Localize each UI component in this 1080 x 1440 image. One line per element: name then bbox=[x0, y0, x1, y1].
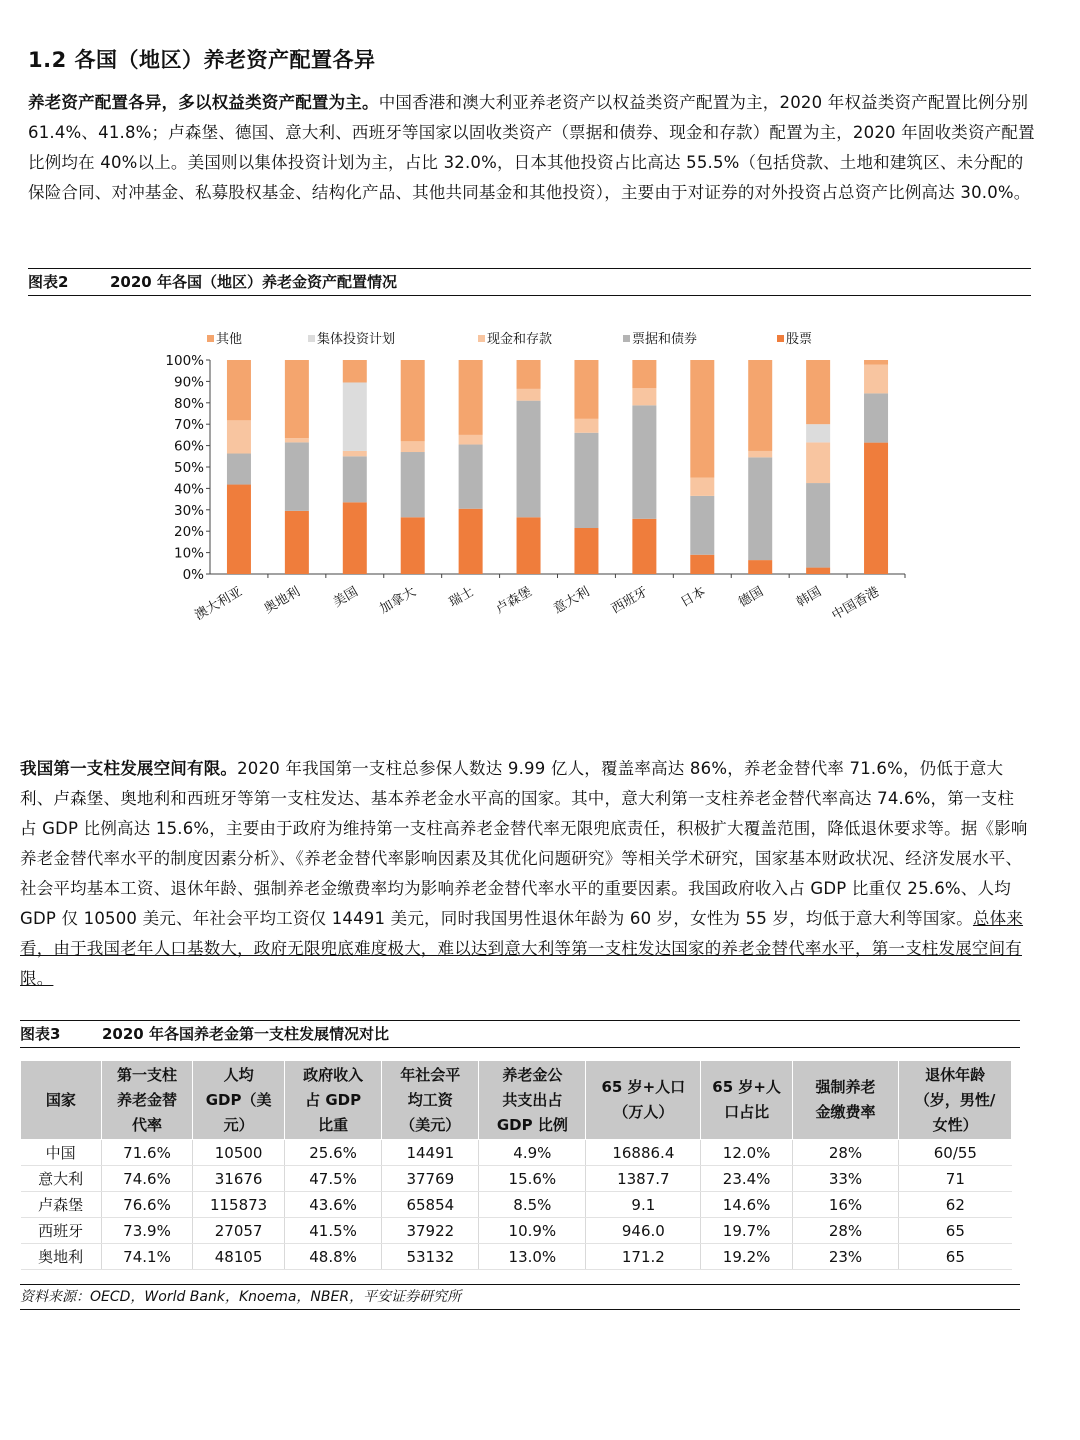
table-cell: 23.4% bbox=[701, 1166, 792, 1192]
y-tick-label: 50% bbox=[173, 460, 204, 476]
table-cell: 27057 bbox=[193, 1218, 285, 1244]
table-header-cell: 国家 bbox=[21, 1061, 102, 1140]
table-cell: 31676 bbox=[193, 1166, 285, 1192]
bar-segment bbox=[690, 496, 714, 555]
table-cell: 16% bbox=[792, 1192, 898, 1218]
legend-swatch bbox=[777, 335, 784, 342]
x-tick-label: 意大利 bbox=[551, 584, 593, 617]
table-cell: 65 bbox=[899, 1244, 1012, 1270]
y-tick-label: 80% bbox=[173, 395, 204, 412]
table-cell: 41.5% bbox=[284, 1218, 381, 1244]
table-cell: 74.6% bbox=[101, 1166, 192, 1192]
legend-label: 现金和存款 bbox=[487, 332, 553, 347]
bar-segment bbox=[690, 555, 714, 574]
table-header-cell: 年社会平 均工资 （美元） bbox=[382, 1061, 479, 1140]
table-header-cell: 第一支柱 养老金替 代率 bbox=[101, 1061, 192, 1140]
bar-segment bbox=[459, 435, 483, 445]
legend-swatch bbox=[623, 335, 630, 342]
bar-segment bbox=[632, 405, 656, 518]
y-tick-label: 70% bbox=[173, 417, 204, 434]
bar-segment bbox=[285, 511, 309, 574]
paragraph-lead: 养老资产配置各异，多以权益类资产配置为主。 bbox=[28, 93, 379, 112]
bar-segment bbox=[574, 433, 598, 528]
table-cell: 71 bbox=[899, 1166, 1012, 1192]
table-header-cell: 养老金公 共支出占 GDP 比例 bbox=[479, 1061, 586, 1140]
bar-segment bbox=[401, 360, 425, 441]
bar-segment bbox=[864, 360, 888, 364]
y-tick-label: 10% bbox=[173, 545, 204, 562]
table-header-cell: 65 岁+人 口占比 bbox=[701, 1061, 792, 1140]
bar-segment bbox=[343, 502, 367, 574]
bar-segment bbox=[517, 517, 541, 574]
bar-segment bbox=[343, 456, 367, 502]
bar-segment bbox=[285, 442, 309, 510]
table-row bbox=[21, 1192, 1012, 1218]
bar-segment bbox=[285, 360, 309, 438]
table-cell: 47.5% bbox=[284, 1166, 381, 1192]
table-cell: 23% bbox=[792, 1244, 898, 1270]
bar-segment bbox=[748, 457, 772, 560]
table-cell: 16886.4 bbox=[586, 1140, 701, 1166]
table-cell: 卢森堡 bbox=[21, 1192, 102, 1218]
table-cell: 946.0 bbox=[586, 1218, 701, 1244]
bar-segment bbox=[632, 519, 656, 574]
table-cell: 115873 bbox=[193, 1192, 285, 1218]
paragraph-lead: 我国第一支柱发展空间有限。 bbox=[20, 759, 238, 778]
bar-segment bbox=[401, 517, 425, 574]
bar-segment bbox=[690, 478, 714, 496]
table-cell: 西班牙 bbox=[21, 1218, 102, 1244]
bar-segment bbox=[343, 382, 367, 450]
table-cell: 意大利 bbox=[21, 1166, 102, 1192]
y-tick-label: 60% bbox=[173, 438, 204, 455]
table-cell: 10500 bbox=[193, 1140, 285, 1166]
bar-segment bbox=[343, 451, 367, 456]
legend-label: 集体投资计划 bbox=[317, 332, 396, 347]
x-tick-label: 中国香港 bbox=[829, 584, 883, 624]
table-cell: 中国 bbox=[21, 1140, 102, 1166]
bar-segment bbox=[517, 360, 541, 389]
table-cell: 25.6% bbox=[284, 1140, 381, 1166]
x-tick-label: 卢森堡 bbox=[493, 584, 535, 617]
paragraph-first-pillar bbox=[20, 754, 1030, 994]
legend-label: 股票 bbox=[786, 332, 813, 347]
bar-segment bbox=[227, 420, 251, 453]
table-cell: 48.8% bbox=[284, 1244, 381, 1270]
x-tick-label: 韩国 bbox=[794, 584, 825, 611]
bar-segment bbox=[459, 509, 483, 574]
bar-segment bbox=[864, 393, 888, 442]
source-note: 资料来源：OECD，World Bank，Knoema，NBER，平安证券研究所 bbox=[20, 1284, 1020, 1310]
y-tick-label: 40% bbox=[173, 481, 204, 498]
table-header-cell: 65 岁+人口 （万人） bbox=[586, 1061, 701, 1140]
table-cell: 65854 bbox=[382, 1192, 479, 1218]
table-cell: 奥地利 bbox=[21, 1244, 102, 1270]
x-tick-label: 美国 bbox=[330, 584, 361, 611]
table-cell: 60/55 bbox=[899, 1140, 1012, 1166]
table-cell: 76.6% bbox=[101, 1192, 192, 1218]
bar-segment bbox=[459, 445, 483, 509]
x-tick-label: 德国 bbox=[736, 584, 767, 611]
table-header-cell: 强制养老 金缴费率 bbox=[792, 1061, 898, 1140]
y-tick-label: 0% bbox=[182, 567, 204, 583]
table-header-cell: 退休年龄 （岁，男性/ 女性） bbox=[899, 1061, 1012, 1140]
bar-segment bbox=[227, 360, 251, 420]
x-tick-label: 瑞士 bbox=[446, 584, 477, 611]
table-cell: 62 bbox=[899, 1192, 1012, 1218]
figure3-number: 图表3 bbox=[20, 1025, 61, 1043]
bar-segment bbox=[517, 401, 541, 518]
bar-segment bbox=[343, 360, 367, 382]
table-cell: 73.9% bbox=[101, 1218, 192, 1244]
table-cell: 14491 bbox=[382, 1140, 479, 1166]
table-cell: 14.6% bbox=[701, 1192, 792, 1218]
bar-segment bbox=[864, 443, 888, 574]
table-cell: 43.6% bbox=[284, 1192, 381, 1218]
y-tick-label: 100% bbox=[165, 353, 204, 369]
bar-segment bbox=[806, 424, 830, 442]
table-cell: 15.6% bbox=[479, 1166, 586, 1192]
table-row bbox=[21, 1218, 1012, 1244]
bar-segment bbox=[285, 438, 309, 442]
bar-segment bbox=[574, 360, 598, 419]
bar-segment bbox=[748, 451, 772, 457]
paragraph-body: 中国香港和澳大利亚养老资产以权益类资产配置为主，2020 年权益类资产配置比例分别 61.4%、41.8%；卢森堡、德国、意大利、西班牙等国家以固收类资产（票据和债券、现金和存款）配置为主，2020 年固收类资产配置比例均在 40%以上。美国则以集体投资计划为主，占比 32.0%，日本其他投资占比高达 55.5%（包括贷款、土地和建筑区、未分配的保险合同、对冲基金、私募股权基金、结构化产品、其他共同基金和其他投资），主要由于对证券的对外投资占总资产比例高达 30.0%。 bbox=[28, 93, 1035, 202]
x-tick-label: 加拿大 bbox=[377, 584, 419, 617]
table-body bbox=[21, 1140, 1012, 1270]
table-cell: 4.9% bbox=[479, 1140, 586, 1166]
bar-segment bbox=[806, 360, 830, 424]
figure3-title: 2020 年各国养老金第一支柱发展情况对比 bbox=[102, 1025, 389, 1043]
table-cell: 28% bbox=[792, 1140, 898, 1166]
table-row bbox=[21, 1244, 1012, 1270]
y-tick-label: 30% bbox=[173, 502, 204, 519]
legend-label: 票据和债券 bbox=[632, 332, 698, 347]
y-tick-label: 90% bbox=[173, 374, 204, 391]
bar-segment bbox=[227, 485, 251, 574]
table-cell: 28% bbox=[792, 1218, 898, 1244]
bar-segment bbox=[574, 528, 598, 574]
y-tick-label: 20% bbox=[173, 524, 204, 541]
bar-segment bbox=[748, 560, 772, 574]
x-tick-label: 西班牙 bbox=[609, 584, 651, 617]
legend-label: 其他 bbox=[216, 332, 243, 347]
bar-segment bbox=[459, 360, 483, 435]
table-cell: 19.2% bbox=[701, 1244, 792, 1270]
figure3-caption bbox=[20, 1020, 1020, 1048]
legend-swatch bbox=[478, 335, 485, 342]
bar-segment bbox=[574, 419, 598, 433]
paragraph-conclusion: 总体来看，由于我国老年人口基数大，政府无限兜底难度极大，难以达到意大利等第一支柱发达国家的养老金替代率水平，第一支柱发展空间有限。 bbox=[20, 909, 1024, 988]
table-cell: 65 bbox=[899, 1218, 1012, 1244]
bar-segment bbox=[806, 442, 830, 483]
table-cell: 33% bbox=[792, 1166, 898, 1192]
paragraph-body: 2020 年我国第一支柱总参保人数达 9.99 亿人，覆盖率高达 86%，养老金替代率 71.6%，仍低于意大利、卢森堡、奥地利和西班牙等第一支柱发达、基本养老金水平高的国家。其中，意大利第一支柱养老金替代率高达 74.6%，第一支柱占 GDP 比例高达 15.6%，主要由于政府为维持第一支柱高养老金替代率无限兜底责任，积极扩大覆盖范围，降低退休要求等。据《影响养老金替代率水平的制度因素分析》、《养老金替代率影响因素及其优化问题研究》等相关学术研究，国家基本财政状况、经济发展水平、社会平均基本工资、退休年龄、强制养老金缴费率均为影响养老金替代率水平的重要因素。我国政府收入占 GDP 比重仅 25.6%、人均 GDP 仅 10500 美元、年社会平均工资仅 14491 美元，同时我国男性退休年龄为 60 岁，女性为 55 岁，均低于意大利等国家。 bbox=[20, 759, 1028, 928]
x-tick-label: 日本 bbox=[678, 584, 709, 611]
table-header-row bbox=[21, 1061, 1012, 1140]
bar-segment bbox=[227, 454, 251, 485]
table-cell: 37769 bbox=[382, 1166, 479, 1192]
bar-segment bbox=[632, 360, 656, 388]
bar-segment bbox=[401, 441, 425, 452]
table-header-cell: 政府收入 占 GDP 比重 bbox=[284, 1061, 381, 1140]
figure2-number: 图表2 bbox=[28, 273, 69, 291]
table-cell: 13.0% bbox=[479, 1244, 586, 1270]
figure2-caption bbox=[28, 268, 1031, 296]
figure2-title: 2020 年各国（地区）养老金资产配置情况 bbox=[110, 273, 397, 291]
table-cell: 12.0% bbox=[701, 1140, 792, 1166]
legend-swatch bbox=[308, 335, 315, 342]
bar-segment bbox=[517, 389, 541, 401]
bar-segment bbox=[632, 388, 656, 405]
table-row bbox=[21, 1166, 1012, 1192]
table-cell: 53132 bbox=[382, 1244, 479, 1270]
bar-segment bbox=[806, 483, 830, 568]
table-cell: 74.1% bbox=[101, 1244, 192, 1270]
table-cell: 71.6% bbox=[101, 1140, 192, 1166]
bar-segment bbox=[748, 360, 772, 451]
table-cell: 171.2 bbox=[586, 1244, 701, 1270]
table-cell: 37922 bbox=[382, 1218, 479, 1244]
table-cell: 19.7% bbox=[701, 1218, 792, 1244]
bar-segment bbox=[690, 360, 714, 478]
legend-swatch bbox=[207, 335, 214, 342]
bar-segment bbox=[864, 364, 888, 393]
x-tick-label: 奥地利 bbox=[261, 584, 303, 617]
table-cell: 8.5% bbox=[479, 1192, 586, 1218]
paragraph-asset-allocation bbox=[28, 88, 1038, 208]
asset-allocation-chart bbox=[150, 318, 920, 628]
section-title: 1.2 各国（地区）养老资产配置各异 bbox=[28, 48, 376, 72]
bar-segment bbox=[401, 452, 425, 517]
table-row bbox=[21, 1140, 1012, 1166]
table-cell: 48105 bbox=[193, 1244, 285, 1270]
table-cell: 10.9% bbox=[479, 1218, 586, 1244]
table-cell: 1387.7 bbox=[586, 1166, 701, 1192]
table-header-cell: 人均 GDP（美 元） bbox=[193, 1061, 285, 1140]
bar-segment bbox=[806, 568, 830, 574]
x-tick-label: 澳大利亚 bbox=[192, 584, 245, 624]
pension-comparison-table bbox=[20, 1060, 1012, 1270]
table-cell: 9.1 bbox=[586, 1192, 701, 1218]
